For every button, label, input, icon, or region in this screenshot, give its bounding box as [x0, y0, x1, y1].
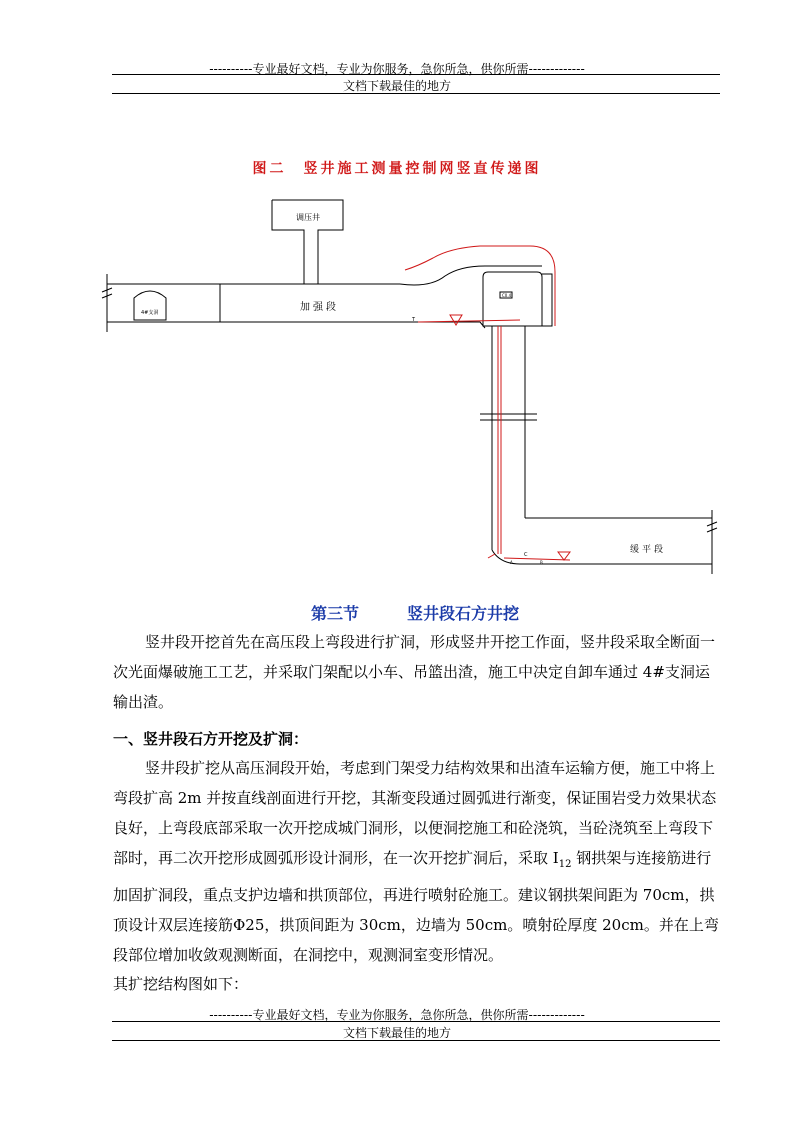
header-rule-bottom: [112, 93, 720, 94]
section-name: 竖井段石方井挖: [407, 604, 520, 623]
paragraph-excavation-b: 钢拱架与连接筋进行加固扩洞段，重点支护边墙和拱顶部位，再进行喷射砼施工。建议钢拱架间距为 70cm，拱顶设计双层连接筋Φ25，拱顶间距为 30cm，边墙为 50cm。喷射砼厚度 20cm。并在上弯段部位增加收敛观测断面，在洞挖中，观测洞室变形情况。: [113, 849, 719, 964]
header-tagline: ----------专业最好文档，专业为你服务，急你所急，供你所需-------------: [209, 62, 585, 76]
heading-excavation: 一、竖井段石方开挖及扩洞：: [113, 730, 309, 748]
footer-rule-bottom: [112, 1040, 720, 1041]
header-rule: [112, 74, 720, 75]
label-mark-c: C: [524, 552, 528, 558]
section-title: [0, 601, 794, 624]
paragraph-intro: 竖井段开挖首先在高压段上弯段进行扩洞，形成竖井开挖工作面，竖井段采取全断面一次光面爆破施工工艺，并采取门架配以小车、吊篮出渣，施工中决定自卸车通过 4#支洞运输出渣。: [113, 633, 716, 711]
paragraph-structure-note: 其扩挖结构图如下：: [113, 975, 249, 993]
label-slow-flat: 缓平段: [630, 545, 667, 555]
figure-title: 图二 竖井施工测量控制网竖直传递图: [252, 161, 542, 177]
label-mark-a: A: [510, 560, 513, 565]
label-mark-b: B: [540, 560, 543, 565]
paragraph-excavation-a: 竖井段扩挖从高压洞段开始，考虑到门架受力结构效果和出渣车运输方便，施工中将上弯段扩高 2m 并按直线剖面进行开挖，其渐变段通过圆弧进行渐变，保证围岩受力效果状态良好，上弯段底部采取一次开挖成城门洞形，以便洞挖施工和砼浇筑，当砼浇筑至上弯段下部时，再二次开挖形成圆弧形设计洞形，在一次开挖扩洞后，采取 I: [113, 759, 717, 867]
paragraph-excavation-sub: 12: [558, 859, 572, 870]
label-reinforce: 加强段: [300, 302, 339, 313]
paragraph-excavation: [113, 753, 723, 970]
label-mark-t: T: [412, 317, 416, 323]
footer-tagline: ----------专业最好文档，专业为你服务，急你所急，供你所需-------------: [209, 1008, 585, 1022]
header-subtitle: 文档下载最佳的地方: [342, 79, 451, 93]
label-branch: 4#支洞: [141, 310, 159, 316]
footer-rule: [112, 1021, 720, 1022]
shaft-survey-diagram: [100, 180, 730, 585]
label-box: C0.4: [502, 293, 512, 298]
footer-subtitle: 文档下载最佳的地方: [342, 1026, 451, 1040]
section-prefix: 第三节: [310, 604, 359, 623]
label-surge-well: 调压井: [296, 213, 320, 222]
